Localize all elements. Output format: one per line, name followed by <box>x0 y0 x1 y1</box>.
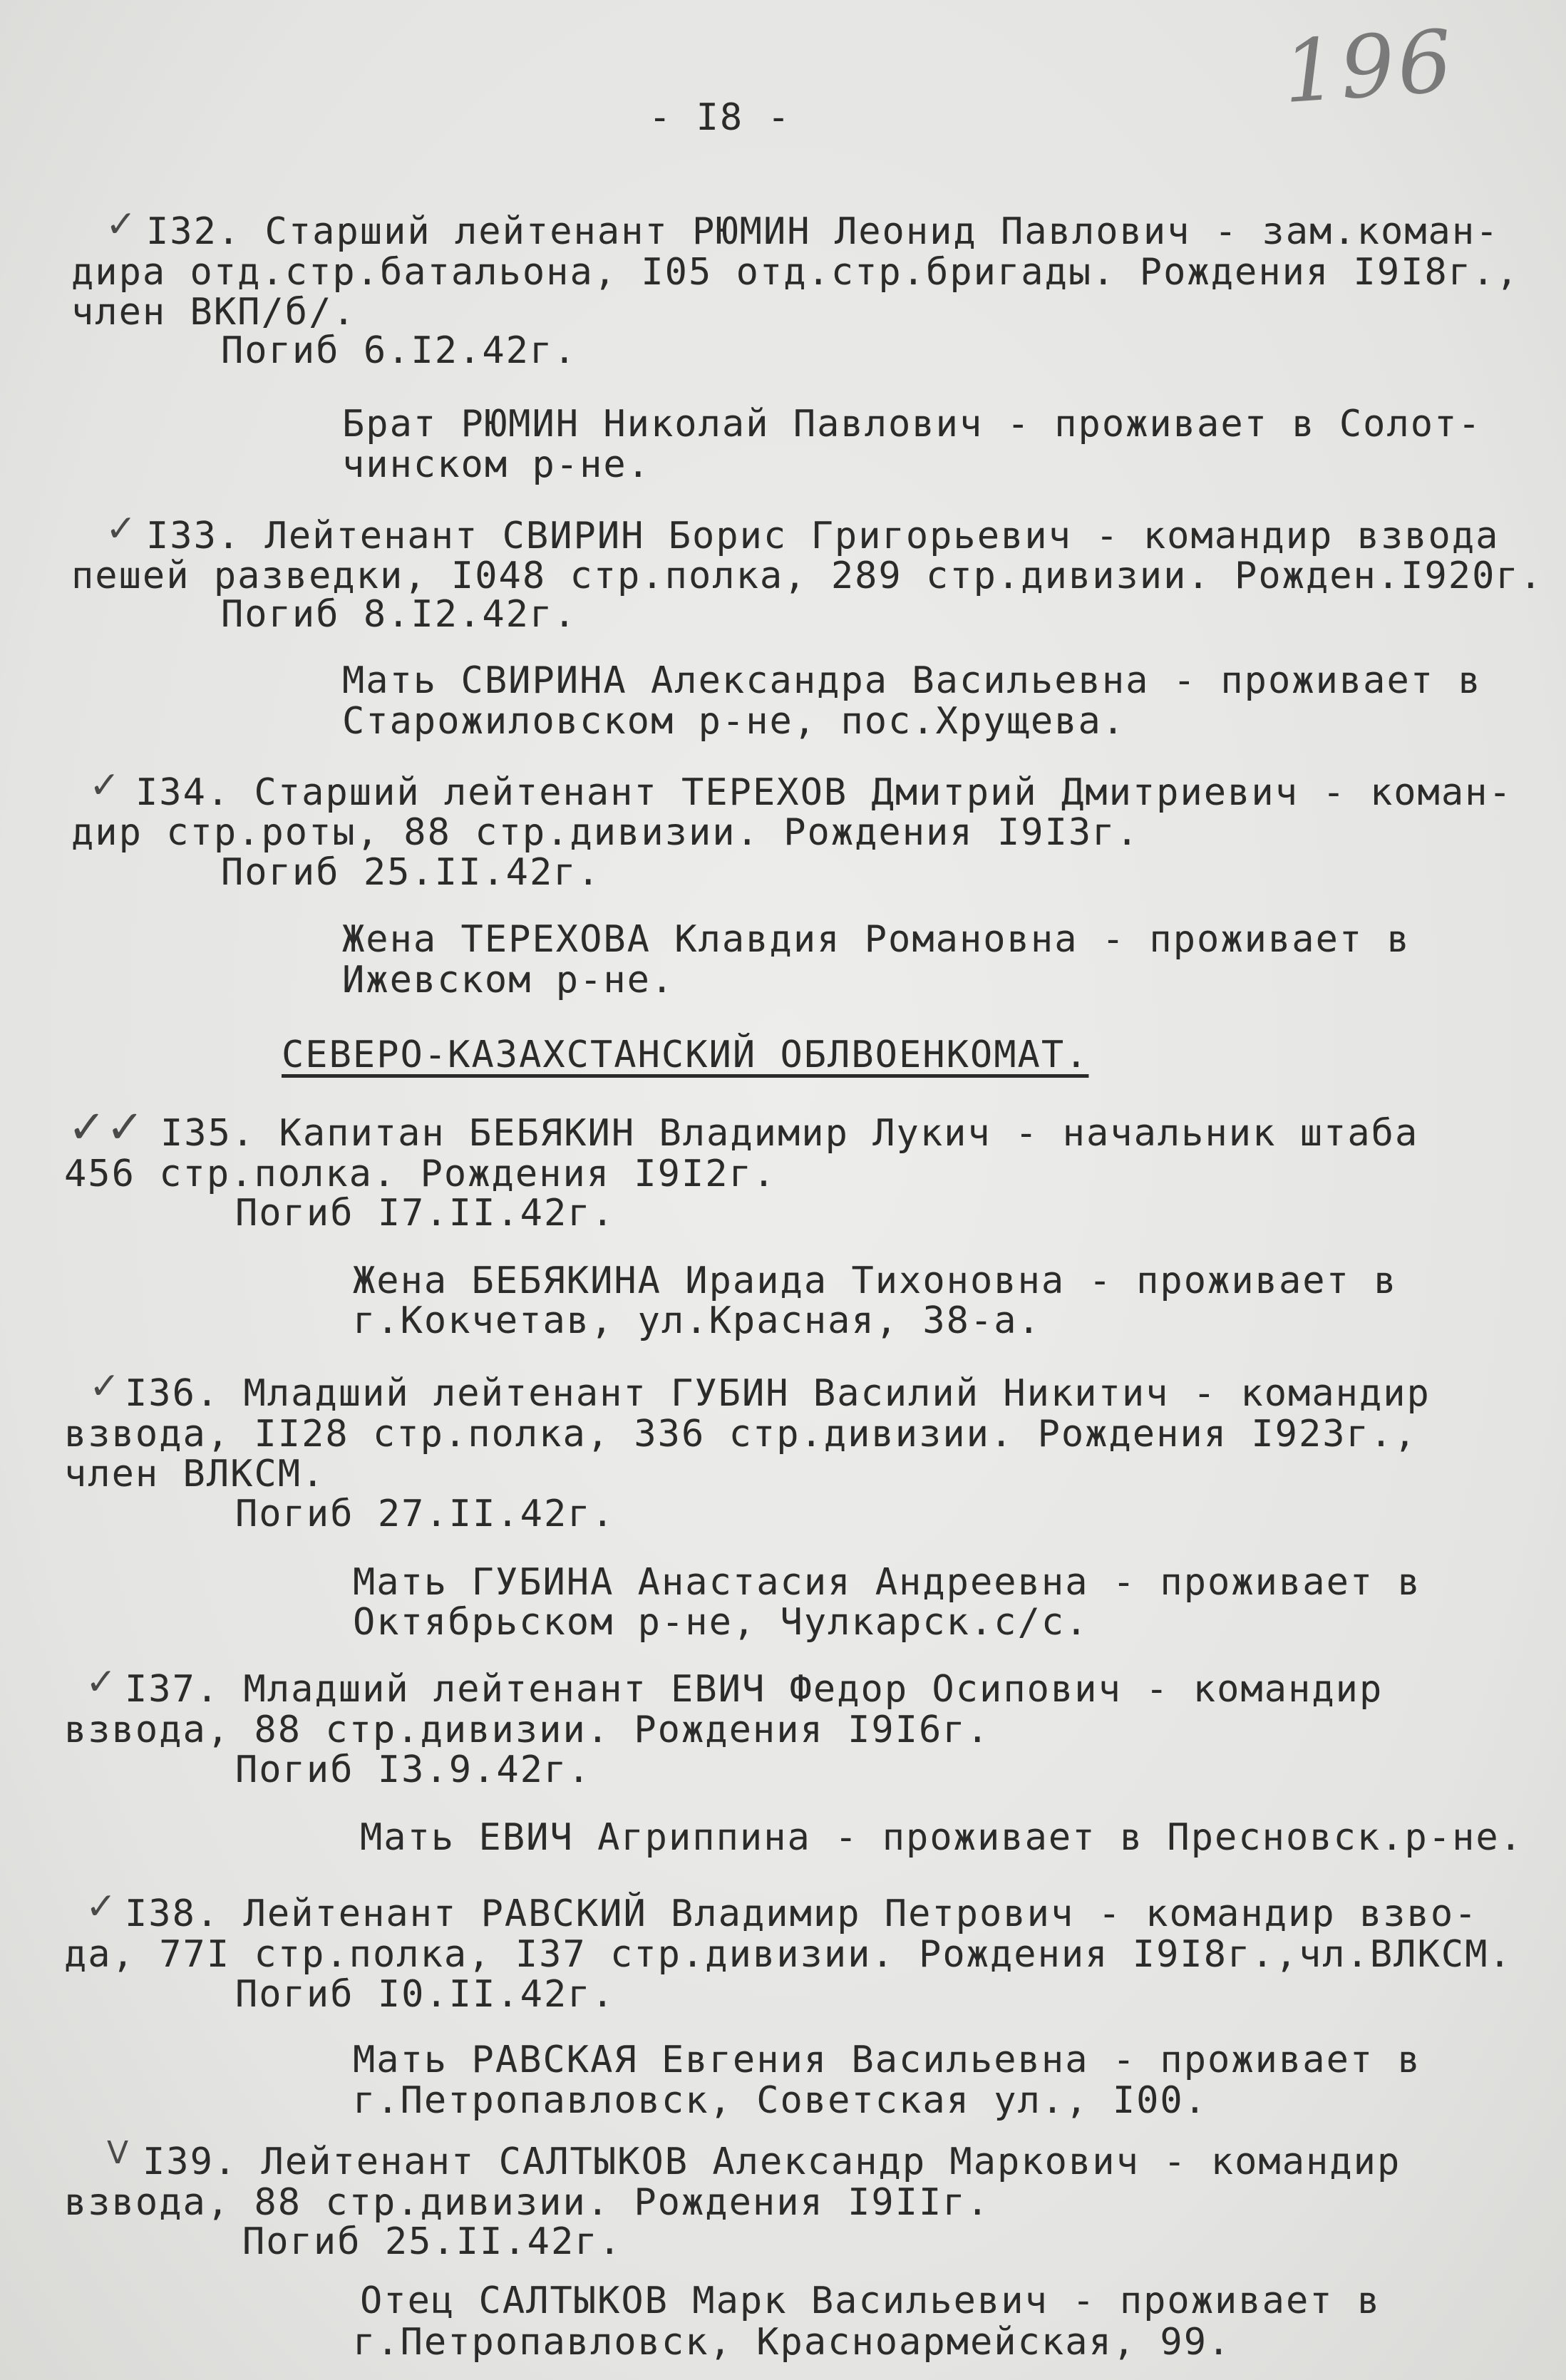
entry-line: I38. Лейтенант РАВСКИЙ Владимир Петрович - командир взво- <box>125 1892 1478 1935</box>
check-mark: ✓ <box>105 203 137 246</box>
entry-line: пешей разведки, I048 стр.полка, 289 стр.дивизии. Рожден.I920г. <box>71 555 1544 597</box>
death-date: Погиб I3.9.42г. <box>235 1748 592 1791</box>
death-date: Погиб I0.II.42г. <box>235 1973 615 2016</box>
relative-line: Мать СВИРИНА Александра Васильевна - проживает в <box>342 659 1482 702</box>
check-mark: ✓ <box>89 764 120 807</box>
relative-line: Жена ТЕРЕХОВА Клавдия Романовна - проживает в <box>342 918 1411 961</box>
relative-line: чинском р-не. <box>342 443 651 486</box>
relative-line: Мать РАВСКАЯ Евгения Васильевна - проживает в <box>353 2039 1421 2081</box>
death-date: Погиб 27.II.42г. <box>235 1493 615 1535</box>
entry-line: взвода, 88 стр.дивизии. Рождения I9I6г. <box>64 1709 990 1751</box>
death-date: Погиб 8.I2.42г. <box>221 593 577 636</box>
handwritten-page-number: 196 <box>1279 11 1458 123</box>
entry-line: взвода, II28 стр.полка, 336 стр.дивизии. Рождения I923г., <box>64 1413 1418 1456</box>
check-mark: V <box>107 2135 129 2171</box>
entry-line: I37. Младший лейтенант ЕВИЧ Федор Осипович - командир <box>125 1668 1384 1711</box>
check-mark: ✓ <box>86 1661 117 1704</box>
entry-line: да, 77I стр.полка, I37 стр.дивизии. Рождения I9I8г.,чл.ВЛКСМ. <box>64 1933 1513 1976</box>
entry-line: член ВЛКСМ. <box>64 1453 326 1495</box>
relative-line: Ижевском р-не. <box>342 959 675 1001</box>
page-number: - I8 - <box>649 96 791 139</box>
entry-line: I35. Капитан БЕБЯКИН Владимир Лукич - начальник штаба <box>160 1112 1419 1155</box>
entry-line: дир стр.роты, 88 стр.дивизии. Рождения I9I3г. <box>71 811 1140 854</box>
entry-line: взвода, 88 стр.дивизии. Рождения I9IIг. <box>64 2181 990 2224</box>
check-mark: ✓ <box>105 508 137 550</box>
relative-line: Мать ЕВИЧ Агриппина - проживает в Пресновск.р-не. <box>360 1816 1524 1859</box>
entry-line: член ВКП/б/. <box>71 291 356 334</box>
relative-line: г.Петропавловск, Красноармейская, 99. <box>353 2321 1232 2364</box>
death-date: Погиб 6.I2.42г. <box>221 329 577 372</box>
relative-line: Мать ГУБИНА Анастасия Андреевна - проживает в <box>353 1561 1421 1604</box>
relative-line: Октябрьском р-не, Чулкарск.с/с. <box>353 1601 1089 1644</box>
check-mark: ✓ <box>89 1365 120 1408</box>
entry-line: дира отд.стр.батальона, I05 отд.стр.бригады. Рождения I9I8г., <box>71 251 1520 294</box>
relative-line: Отец САЛТЫКОВ Марк Васильевич - проживает в <box>360 2279 1381 2322</box>
entry-line: I36. Младший лейтенант ГУБИН Василий Никитич - командир <box>125 1372 1431 1415</box>
death-date: Погиб I7.II.42г. <box>235 1192 615 1235</box>
section-heading: СЕВЕРО-КАЗАХСТАНСКИЙ ОБЛВОЕНКОМАТ. <box>282 1034 1089 1076</box>
death-date: Погиб 25.II.42г. <box>242 2220 622 2263</box>
relative-line: Жена БЕБЯКИНА Ираида Тихоновна - проживает в <box>353 1259 1398 1302</box>
check-mark: ✓ <box>86 1885 117 1928</box>
entry-line: I33. Лейтенант СВИРИН Борис Григорьевич - командир взвода <box>146 515 1500 557</box>
entry-line: I34. Старший лейтенант ТЕРЕХОВ Дмитрий Дмитриевич - коман- <box>135 771 1513 814</box>
entry-line: I39. Лейтенант САЛТЫКОВ Александр Маркович - командир <box>143 2141 1401 2183</box>
entry-line: I32. Старший лейтенант РЮМИН Леонид Павлович - зам.коман- <box>146 210 1500 253</box>
death-date: Погиб 25.II.42г. <box>221 851 601 894</box>
entry-line: 456 стр.полка. Рождения I9I2г. <box>64 1153 777 1195</box>
relative-line: Старожиловском р-не, пос.Хрущева. <box>342 700 1126 743</box>
relative-line: г.Петропавловск, Советская ул., I00. <box>353 2079 1208 2122</box>
relative-line: Брат РЮМИН Николай Павлович - проживает в Солот- <box>342 403 1482 445</box>
relative-line: г.Кокчетав, ул.Красная, 38-а. <box>353 1299 1041 1342</box>
double-check-mark: ✓✓ <box>68 1101 145 1154</box>
